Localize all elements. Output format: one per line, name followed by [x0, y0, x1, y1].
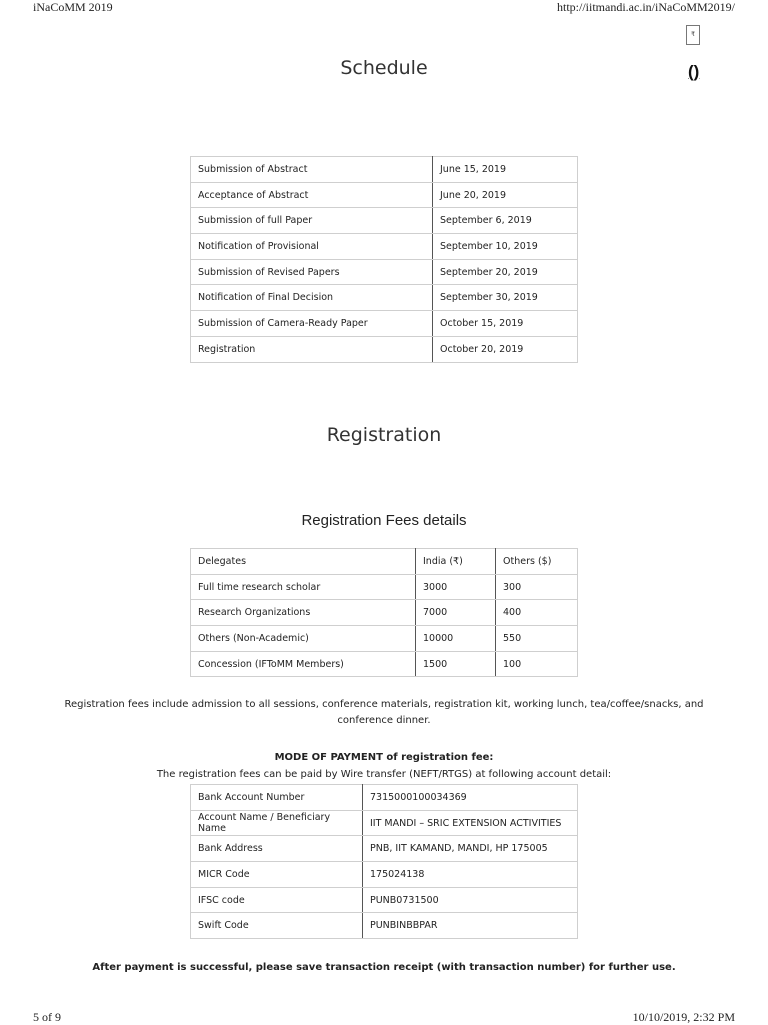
- table-row: [191, 836, 578, 862]
- table-row: [191, 574, 578, 600]
- bank-field-label: IFSC code: [191, 887, 363, 913]
- fees-table: [190, 548, 578, 677]
- fee-others: 100: [496, 651, 578, 677]
- table-row: [191, 208, 578, 234]
- schedule-date: September 30, 2019: [433, 285, 578, 311]
- schedule-event: Submission of Revised Papers: [191, 259, 433, 285]
- table-row: [191, 862, 578, 888]
- bank-field-value: PUNBINBBPAR: [363, 913, 578, 939]
- table-row: [191, 234, 578, 260]
- schedule-date: October 15, 2019: [433, 311, 578, 337]
- after-payment-note: After payment is successful, please save transaction receipt (with transaction number) for further use.: [92, 962, 676, 973]
- col-header-india: India (₹): [416, 549, 496, 575]
- bank-field-value: PNB, IIT KAMAND, MANDI, HP 175005: [363, 836, 578, 862]
- fee-delegate: Research Organizations: [191, 600, 416, 626]
- schedule-event: Registration: [191, 336, 433, 362]
- fee-india: 10000: [416, 626, 496, 652]
- fee-others: 550: [496, 626, 578, 652]
- fees-title: Registration Fees details: [301, 512, 467, 529]
- table-row: [191, 626, 578, 652]
- bank-field-label: Swift Code: [191, 913, 363, 939]
- table-row: [191, 259, 578, 285]
- schedule-table: [190, 156, 578, 363]
- fee-others: 300: [496, 574, 578, 600]
- payment-mode-heading: MODE OF PAYMENT of registration fee:: [274, 752, 494, 763]
- fees-include-text: Registration fees include admission to all sessions, conference materials, registration kit, working lunch, tea/coffee/snacks, and conference dinner.: [64, 699, 704, 726]
- rupee-icon[interactable]: ₹: [686, 25, 700, 45]
- schedule-event: Submission of full Paper: [191, 208, 433, 234]
- table-row: [191, 311, 578, 337]
- schedule-event: Notification of Provisional: [191, 234, 433, 260]
- side-link[interactable]: (): [688, 62, 700, 81]
- fee-india: 3000: [416, 574, 496, 600]
- schedule-date: September 10, 2019: [433, 234, 578, 260]
- bank-field-value: 7315000100034369: [363, 785, 578, 811]
- bank-details-table: [190, 784, 578, 939]
- schedule-date: June 20, 2019: [433, 182, 578, 208]
- fee-delegate: Concession (IFToMM Members): [191, 651, 416, 677]
- fee-delegate: Full time research scholar: [191, 574, 416, 600]
- schedule-date: June 15, 2019: [433, 157, 578, 183]
- print-timestamp: 10/10/2019, 2:32 PM: [632, 1010, 735, 1024]
- table-row: [191, 913, 578, 939]
- schedule-date: October 20, 2019: [433, 336, 578, 362]
- table-row: [191, 651, 578, 677]
- schedule-title: Schedule: [340, 57, 428, 79]
- schedule-event: Notification of Final Decision: [191, 285, 433, 311]
- col-header-others: Others ($): [496, 549, 578, 575]
- bank-field-label: Bank Address: [191, 836, 363, 862]
- table-row: [191, 600, 578, 626]
- table-row: [191, 157, 578, 183]
- table-header-row: [191, 549, 578, 575]
- bank-field-label: Account Name / Beneficiary Name: [191, 810, 363, 836]
- col-header-delegates: Delegates: [191, 549, 416, 575]
- bank-field-value: IIT MANDI – SRIC EXTENSION ACTIVITIES: [363, 810, 578, 836]
- table-row: [191, 887, 578, 913]
- fee-india: 1500: [416, 651, 496, 677]
- header-url[interactable]: http://iitmandi.ac.in/iNaCoMM2019/: [557, 0, 735, 14]
- fee-others: 400: [496, 600, 578, 626]
- schedule-event: Submission of Abstract: [191, 157, 433, 183]
- schedule-event: Acceptance of Abstract: [191, 182, 433, 208]
- table-row: [191, 810, 578, 836]
- header-site-title: iNaCoMM 2019: [33, 0, 113, 14]
- table-row: [191, 285, 578, 311]
- bank-field-value: PUNB0731500: [363, 887, 578, 913]
- fee-india: 7000: [416, 600, 496, 626]
- schedule-date: September 6, 2019: [433, 208, 578, 234]
- table-row: [191, 785, 578, 811]
- page-indicator: 5 of 9: [33, 1010, 61, 1024]
- table-row: [191, 336, 578, 362]
- bank-field-label: MICR Code: [191, 862, 363, 888]
- wire-transfer-text: The registration fees can be paid by Wire transfer (NEFT/RTGS) at following account detail:: [156, 769, 612, 780]
- bank-field-label: Bank Account Number: [191, 785, 363, 811]
- fee-delegate: Others (Non-Academic): [191, 626, 416, 652]
- schedule-date: September 20, 2019: [433, 259, 578, 285]
- table-row: [191, 182, 578, 208]
- schedule-event: Submission of Camera-Ready Paper: [191, 311, 433, 337]
- bank-field-value: 175024138: [363, 862, 578, 888]
- registration-title: Registration: [326, 424, 442, 446]
